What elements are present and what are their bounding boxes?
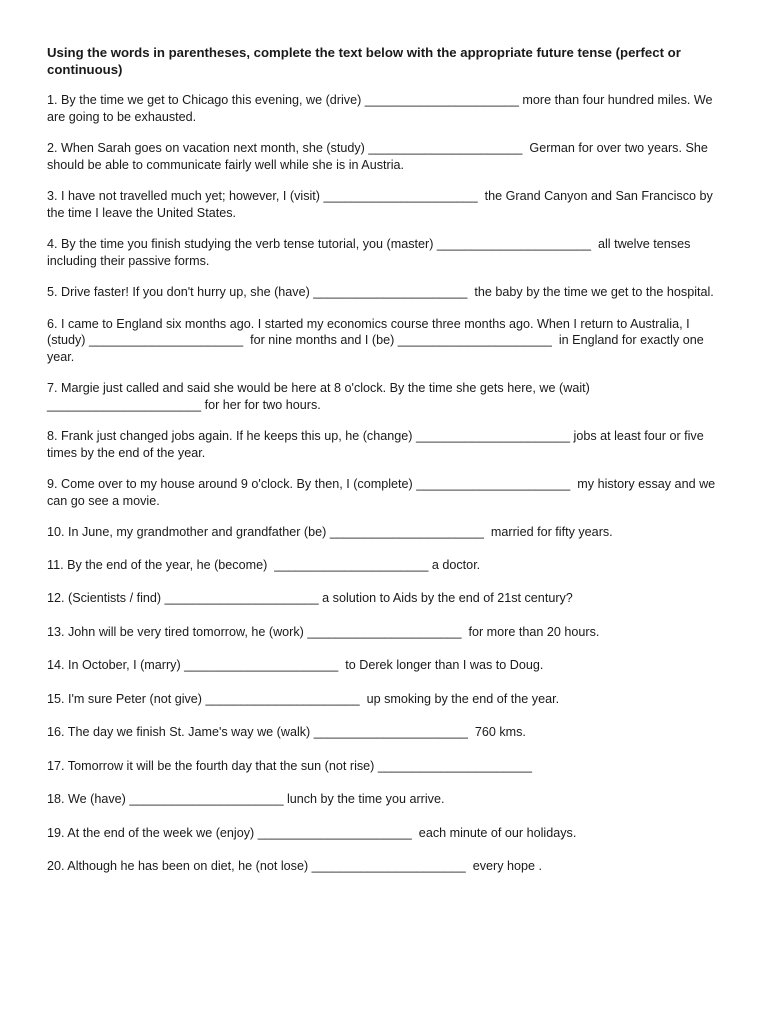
exercise-item-16: 16. The day we finish St. Jame's way we (walk) ______________________ 760 kms. <box>47 725 526 739</box>
exercise-item-13: 13. John will be very tired tomorrow, he (work) ______________________ for more than 20 hours. <box>47 624 600 639</box>
worksheet-page <box>47 44 727 875</box>
exercise-item-3: 3. I have not travelled much yet; however, I (visit) ______________________ the Grand Canyon and San Francisco by the time I leave the United States. <box>47 189 717 220</box>
exercise-item-12: 12. (Scientists / find) ______________________ a solution to Aids by the end of 21st century? <box>47 591 573 605</box>
exercise-item-4: 4. By the time you finish studying the verb tense tutorial, you (master) ______________________ all twelve tenses including their passive forms. <box>47 237 694 268</box>
exercise-item-19: 19. At the end of the week we (enjoy) ______________________ each minute of our holidays. <box>47 825 577 840</box>
exercise-item-5: 5. Drive faster! If you don't hurry up, she (have) ______________________ the baby by the time we get to the hospital. <box>47 285 714 299</box>
exercise-item-6: 6. I came to England six months ago. I started my economics course three months ago. When I return to Australia, I (study) ______________________ for nine months and I (be) ______________________ in England for exactly one year. <box>47 316 708 364</box>
exercise-item-1: 1. By the time we get to Chicago this evening, we (drive) ______________________ more than four hundred miles. We are going to be exhausted. <box>47 93 717 124</box>
exercise-item-18: 18. We (have) ______________________ lunch by the time you arrive. <box>47 792 445 806</box>
worksheet-instructions: Using the words in parentheses, complete the text below with the appropriate future tense (perfect or continuous) <box>47 45 681 77</box>
exercise-item-2: 2. When Sarah goes on vacation next month, she (study) ______________________ German for over two years. She should be able to communicate fairly well while she is in Austria. <box>47 141 712 172</box>
exercise-item-7: 7. Margie just called and said she would be here at 8 o'clock. By the time she gets here, we (wait) ______________________ for her for two hours. <box>47 381 594 412</box>
exercise-item-14: 14. In October, I (marry) ______________________ to Derek longer than I was to Doug. <box>47 658 544 672</box>
exercise-item-17: 17. Tomorrow it will be the fourth day that the sun (not rise) ______________________ <box>47 758 532 773</box>
exercise-item-15: 15. I'm sure Peter (not give) ______________________ up smoking by the end of the year. <box>47 691 560 706</box>
exercise-item-20: 20. Although he has been on diet, he (not lose) ______________________ every hope . <box>47 859 543 873</box>
exercise-item-9: 9. Come over to my house around 9 o'clock. By then, I (complete) ______________________ my history essay and we can go see a movie. <box>47 477 719 508</box>
exercise-item-11: 11. By the end of the year, he (become) ______________________ a doctor. <box>47 557 481 572</box>
exercise-item-8: 8. Frank just changed jobs again. If he keeps this up, he (change) ______________________ jobs at least four or five times by the end of the year. <box>47 429 708 460</box>
exercise-item-10: 10. In June, my grandmother and grandfather (be) ______________________ married for fifty years. <box>47 525 613 539</box>
